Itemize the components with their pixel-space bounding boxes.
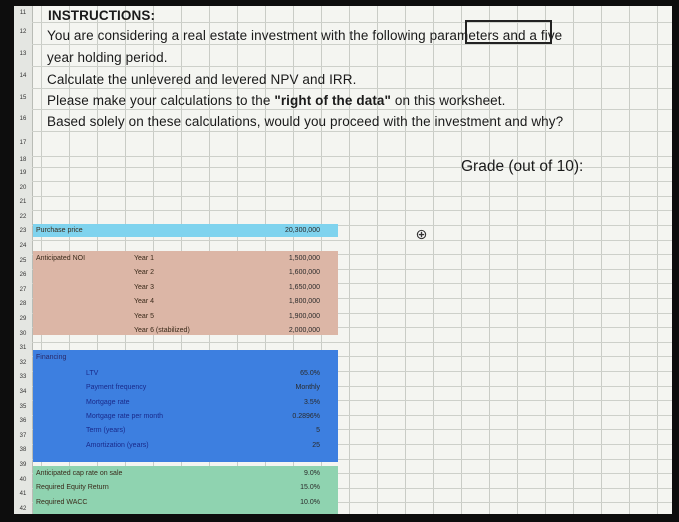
purchase-price-value[interactable]: 20,300,000	[284, 227, 320, 234]
row-number[interactable]: 34	[19, 388, 27, 395]
row-number[interactable]: 24	[19, 242, 27, 249]
row-number[interactable]: 30	[19, 330, 27, 337]
financing-row-label[interactable]: LTV	[86, 370, 99, 377]
row-number[interactable]: 42	[19, 505, 27, 512]
row-number[interactable]: 17	[19, 139, 27, 146]
row-number[interactable]: 39	[19, 461, 27, 468]
row-number[interactable]: 35	[19, 403, 27, 410]
row-gridline	[32, 109, 672, 110]
row-number[interactable]: 21	[19, 199, 27, 206]
row-number[interactable]: 29	[19, 315, 27, 322]
row-number[interactable]: 23	[19, 228, 27, 235]
noi-row-value[interactable]: 1,800,000	[288, 298, 320, 306]
row-gridline	[32, 131, 672, 132]
financing-row-value[interactable]: 65.0%	[300, 370, 320, 377]
row-gridline	[32, 342, 672, 343]
row-number[interactable]: 18	[19, 157, 27, 164]
noi-row-label[interactable]: Year 6 (stabilized)	[134, 327, 190, 334]
financing-row-value[interactable]: 0.2896%	[292, 412, 320, 420]
selected-cell[interactable]	[465, 20, 552, 44]
returns-row-value[interactable]: 15.0%	[300, 484, 320, 492]
instruction-line-1: You are considering a real estate investment with the following parameters and a five	[47, 28, 563, 43]
returns-row-value[interactable]: 10.0%	[300, 498, 320, 506]
spreadsheet[interactable]	[14, 6, 672, 514]
row-number[interactable]: 12	[19, 29, 27, 35]
row-number[interactable]: 14	[19, 73, 27, 79]
row-number[interactable]: 37	[19, 432, 27, 439]
purchase-price-label[interactable]: Purchase price	[36, 227, 83, 234]
row-number[interactable]: 13	[19, 51, 27, 57]
row-number[interactable]: 25	[19, 257, 27, 264]
financing-row-label[interactable]: Payment frequency	[86, 384, 147, 392]
row-gridline	[32, 240, 672, 241]
financing-row-label[interactable]: Mortgage rate	[86, 398, 130, 406]
returns-row-label[interactable]: Required Equity Return	[36, 484, 109, 492]
grade-label: Grade (out of 10):	[461, 158, 584, 175]
row-number[interactable]: 38	[19, 447, 27, 454]
row-number[interactable]: 36	[19, 418, 27, 425]
financing-label[interactable]: Financing	[36, 354, 67, 361]
row-number[interactable]: 11	[19, 10, 27, 16]
noi-row-label[interactable]: Year 3	[134, 283, 154, 291]
row-gridline	[32, 44, 672, 45]
row-number[interactable]: 20	[19, 184, 27, 191]
row-number[interactable]: 19	[19, 169, 27, 176]
row-number[interactable]: 27	[19, 286, 27, 293]
returns-row-label[interactable]: Required WACC	[36, 498, 88, 506]
financing-row-value[interactable]: 3.5%	[304, 398, 320, 406]
noi-row-value[interactable]: 1,900,000	[288, 312, 320, 320]
noi-row-value[interactable]: 1,650,000	[288, 283, 320, 291]
row-gridline	[32, 156, 672, 157]
row-number[interactable]: 28	[19, 301, 27, 308]
financing-row-label[interactable]: Term (years)	[86, 427, 126, 435]
row-number[interactable]: 31	[19, 345, 27, 352]
row-number[interactable]: 22	[19, 213, 27, 220]
row-number[interactable]: 15	[19, 94, 27, 101]
row-number[interactable]: 40	[19, 476, 27, 483]
financing-row-label[interactable]: Amortization (years)	[86, 441, 149, 449]
financing-row-value[interactable]: 25	[312, 441, 320, 449]
noi-row-label[interactable]: Year 1	[134, 255, 154, 262]
row-header-column	[14, 6, 33, 514]
returns-row-label[interactable]: Anticipated cap rate on sale	[36, 470, 123, 477]
noi-row-label[interactable]: Year 4	[134, 298, 154, 306]
row-number[interactable]: 41	[19, 491, 27, 498]
row-gridline	[32, 181, 672, 182]
row-gridline	[32, 88, 672, 89]
row-gridline	[32, 196, 672, 197]
instruction-line-2: year holding period.	[47, 50, 168, 65]
row-number[interactable]: 33	[19, 374, 27, 381]
instruction-line-3: Calculate the unlevered and levered NPV and IRR.	[47, 72, 357, 87]
instruction-line-4-bold: "right of the data"	[274, 93, 392, 108]
financing-row-value[interactable]: Monthly	[295, 384, 320, 392]
instruction-line-4	[47, 93, 506, 108]
noi-row-label[interactable]: Year 5	[134, 312, 154, 320]
financing-row-label[interactable]: Mortgage rate per month	[86, 412, 164, 420]
noi-label[interactable]: Anticipated NOI	[36, 255, 86, 262]
financing-row-value[interactable]: 5	[316, 427, 320, 435]
instruction-line-4-pre: Please make your calculations to the	[47, 93, 275, 108]
noi-row-value[interactable]: 1,500,000	[288, 255, 320, 262]
noi-band	[33, 251, 338, 335]
noi-row-value[interactable]: 2,000,000	[288, 327, 320, 334]
instructions-heading: INSTRUCTIONS:	[48, 8, 156, 23]
row-gridline	[32, 66, 672, 67]
row-number[interactable]: 32	[19, 359, 27, 366]
row-gridline	[32, 210, 672, 211]
noi-row-label[interactable]: Year 2	[134, 269, 154, 277]
noi-row-value[interactable]: 1,600,000	[288, 269, 320, 277]
row-number[interactable]: 16	[19, 116, 27, 122]
row-number[interactable]: 26	[19, 272, 27, 279]
instruction-line-5: Based solely on these calculations, would you proceed with the investment and why?	[47, 114, 564, 129]
instruction-line-4-post: on this worksheet.	[391, 93, 506, 108]
crosshair-cursor-icon	[416, 229, 427, 240]
returns-row-value[interactable]: 9.0%	[304, 470, 320, 477]
